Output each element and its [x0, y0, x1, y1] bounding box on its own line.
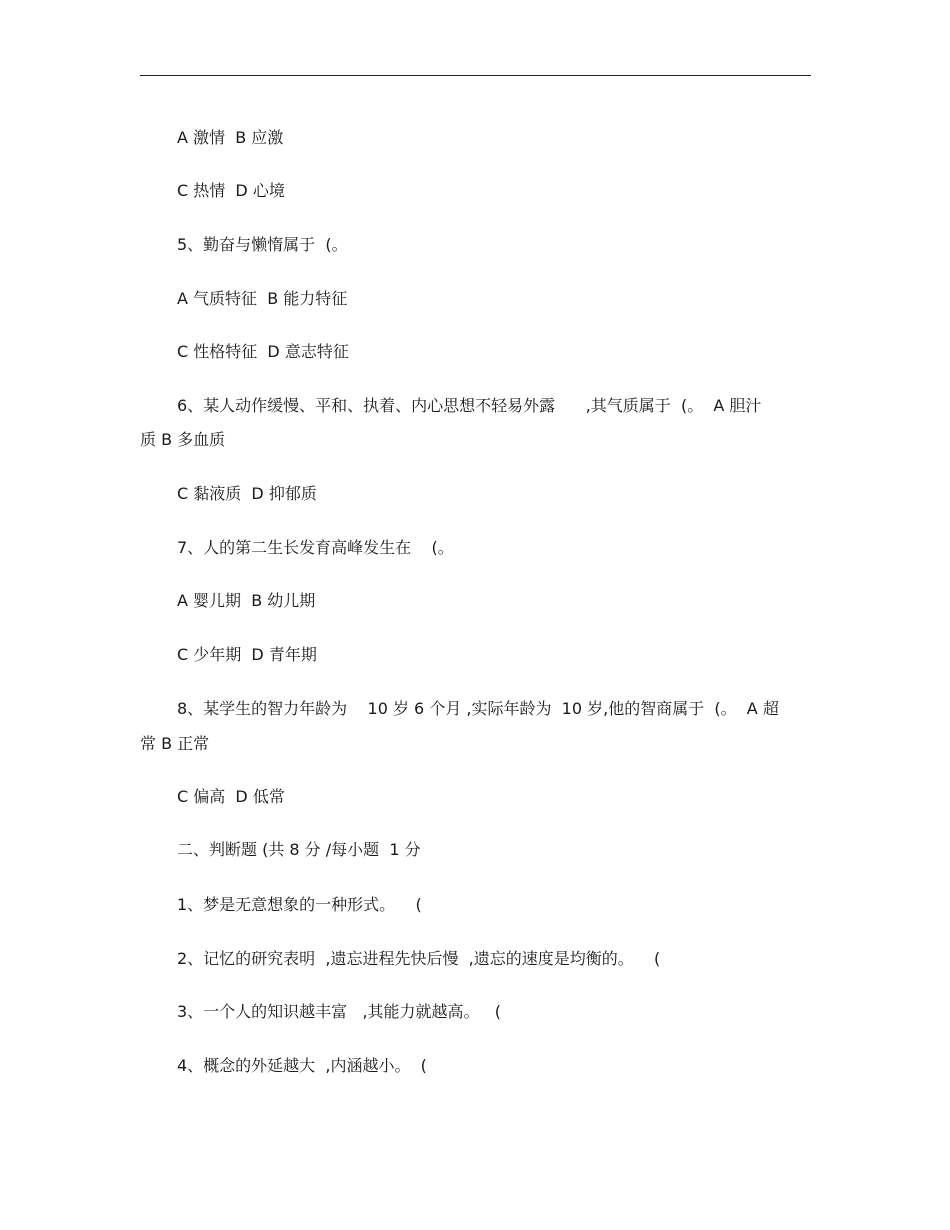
q7-stem: 7、人的第二生长发育高峰发生在 (。 — [177, 538, 454, 557]
q7-options-cd: C 少年期 D 青年期 — [177, 645, 317, 664]
q5-options-cd: C 性格特征 D 意志特征 — [177, 342, 349, 361]
q5-options-ab: A 气质特征 B 能力特征 — [177, 289, 348, 308]
q6-stem-continued: 质 B 多血质 — [140, 430, 226, 449]
tf-item-3: 3、一个人的知识越丰富 ,其能力就越高。 ( — [177, 1002, 502, 1021]
q7-options-ab: A 婴儿期 B 幼儿期 — [177, 591, 316, 610]
q8-options-cd: C 偏高 D 低常 — [177, 787, 285, 806]
q4-options-cd: C 热情 D 心境 — [177, 181, 285, 200]
q6-options-cd: C 黏液质 D 抑郁质 — [177, 484, 317, 503]
header-rule — [140, 75, 811, 76]
q8-stem-continued: 常 B 正常 — [140, 734, 210, 753]
q6-stem: 6、某人动作缓慢、平和、执着、内心思想不轻易外露 ,其气质属于 (。 A 胆汁 — [177, 396, 762, 415]
tf-item-2: 2、记忆的研究表明 ,遗忘进程先快后慢 ,遗忘的速度是均衡的。 ( — [177, 949, 661, 968]
q4-options-ab: A 激情 B 应激 — [177, 128, 284, 147]
q5-stem: 5、勤奋与懒惰属于 (。 — [177, 235, 348, 254]
tf-item-4: 4、概念的外延越大 ,内涵越小。 ( — [177, 1056, 427, 1075]
q8-stem: 8、某学生的智力年龄为 10 岁 6 个月 ,实际年龄为 10 岁,他的智商属于 (。 A 超 — [177, 699, 779, 718]
tf-item-1: 1、梦是无意想象的一种形式。 ( — [177, 895, 422, 914]
section-heading: 二、判断题 (共 8 分 /每小题 1 分 — [177, 840, 421, 859]
